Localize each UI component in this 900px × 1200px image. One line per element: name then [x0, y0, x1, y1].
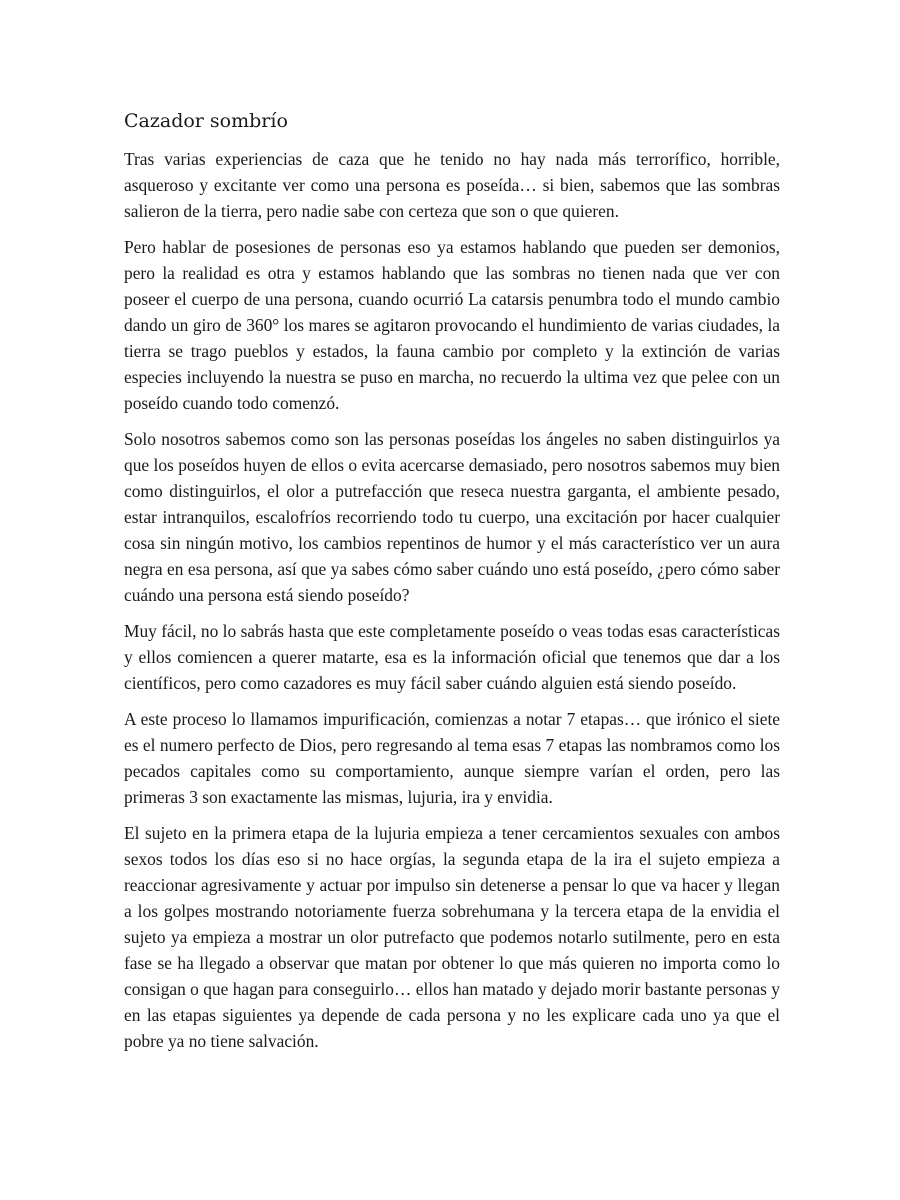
document-title: Cazador sombrío: [124, 110, 288, 132]
document-page: [124, 110, 780, 1064]
paragraph-2: Pero hablar de posesiones de personas eso ya estamos hablando que pueden ser demonios, pero la realidad es otra y estamos hablando que las sombras no tienen nada que ver con poseer el cuerpo de una persona, cuando ocurrió La catarsis penumbra todo el mundo cambio dando un giro de 360° los mares se agitaron provocando el hundimiento de varias ciudades, la tierra se trago pueblos y estados, la fauna cambio por completo y la extinción de varias especies incluyendo la nuestra se puso en marcha, no recuerdo la ultima vez que pelee con un poseído cuando todo comenzó.: [124, 237, 780, 413]
paragraph-6: El sujeto en la primera etapa de la lujuria empieza a tener cercamientos sexuales con ambos sexos todos los días eso si no hace orgías, la segunda etapa de la ira el sujeto empieza a reaccionar agresivamente y actuar por impulso sin detenerse a pensar lo que va hacer y llegan a los golpes mostrando notoriamente fuerza sobrehumana y la tercera etapa de la envidia el sujeto ya empieza a mostrar un olor putrefacto que podemos notarlo sutilmente, pero en esta fase se ha llegado a observar que matan por obtener lo que más quieren no importa como lo consigan o que hagan para conseguirlo… ellos han matado y dejado morir bastante personas y en las etapas siguientes ya depende de cada persona y no les explicare cada uno ya que el pobre ya no tiene salvación.: [124, 823, 780, 1051]
paragraph-5: A este proceso lo llamamos impurificación, comienzas a notar 7 etapas… que irónico el siete es el numero perfecto de Dios, pero regresando al tema esas 7 etapas las nombramos como los pecados capitales como su comportamiento, aunque siempre varían el orden, pero las primeras 3 son exactamente las mismas, lujuria, ira y envidia.: [124, 709, 780, 807]
paragraph-1: Tras varias experiencias de caza que he tenido no hay nada más terrorífico, horrible, asqueroso y excitante ver como una persona es poseída… si bien, sabemos que las sombras salieron de la tierra, pero nadie sabe con certeza que son o que quieren.: [124, 149, 780, 221]
paragraph-4: Muy fácil, no lo sabrás hasta que este completamente poseído o veas todas esas características y ellos comiencen a querer matarte, esa es la información oficial que tenemos que dar a los científicos, pero como cazadores es muy fácil saber cuándo alguien está siendo poseído.: [124, 621, 780, 693]
paragraph-3: Solo nosotros sabemos como son las personas poseídas los ángeles no saben distinguirlos ya que los poseídos huyen de ellos o evita acercarse demasiado, pero nosotros sabemos muy bien como distinguirlos, el olor a putrefacción que reseca nuestra garganta, el ambiente pesado, estar intranquilos, escalofríos recorriendo todo tu cuerpo, una excitación por hacer cualquier cosa sin ningún motivo, los cambios repentinos de humor y el más característico ver un aura negra en esa persona, así que ya sabes cómo saber cuándo uno está poseído, ¿pero cómo saber cuándo una persona está siendo poseído?: [124, 429, 780, 605]
